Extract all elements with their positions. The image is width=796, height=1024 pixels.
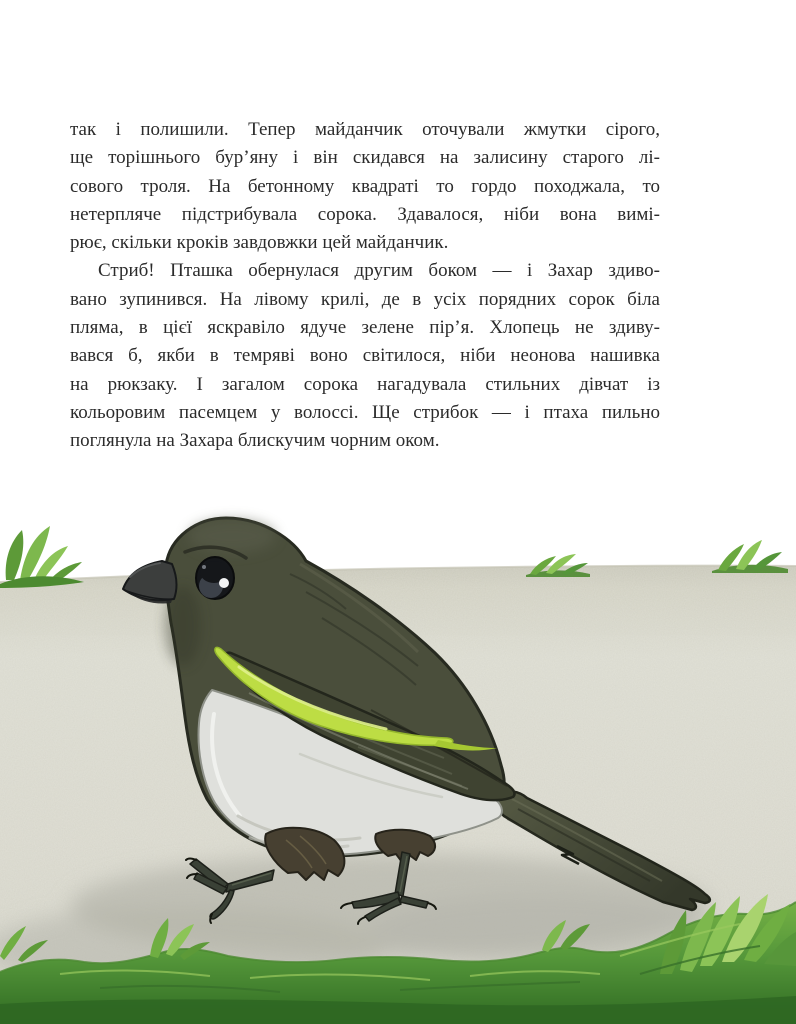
text-line: пляма, в цієї яскравіло ядуче зелене пір’я. Хлопець не здиву- [70,317,660,339]
text-line: на рюкзаку. І загалом сорока нагадувала стильних дівчат із [70,373,660,395]
text-line: поглянула на Захара блискучим чорним оком. [70,430,440,452]
story-text [70,116,660,456]
text-line: так і полишили. Тепер майданчик оточували жмутки сірого, [70,119,660,140]
paragraph [70,257,660,455]
text-line: ще торішнього бур’яну і він скидався на залисину старого лі- [70,147,660,169]
text-line: нетерпляче підстрибувала сорока. Здавалося, ніби вона вимі- [70,203,660,225]
text-line: рює, скільки кроків завдовжки цей майданчик. [70,232,449,254]
grass-tuft-mid [526,554,590,577]
text-line: кольоровим пасемцем у волоссі. Ще стрибок — і птаха пильно [70,401,660,423]
text-line: сового троля. На бетонному квадраті то гордо походжала, то [70,175,660,197]
paragraph [70,116,660,257]
grass-tuft-right [712,540,788,573]
text-line: вано зупинився. На лівому крилі, де в усіх порядних сорок біла [70,288,660,310]
illustration-canvas [0,504,796,1024]
magpie-illustration [0,504,796,1024]
bird-eye [196,557,234,599]
text-line: Стриб! Пташка обернулася другим боком — і Захар здиво- [98,260,660,282]
text-line: вався б, якби в темряві воно світилося, ніби неонова нашивка [70,345,660,367]
eye-highlight [219,578,229,588]
